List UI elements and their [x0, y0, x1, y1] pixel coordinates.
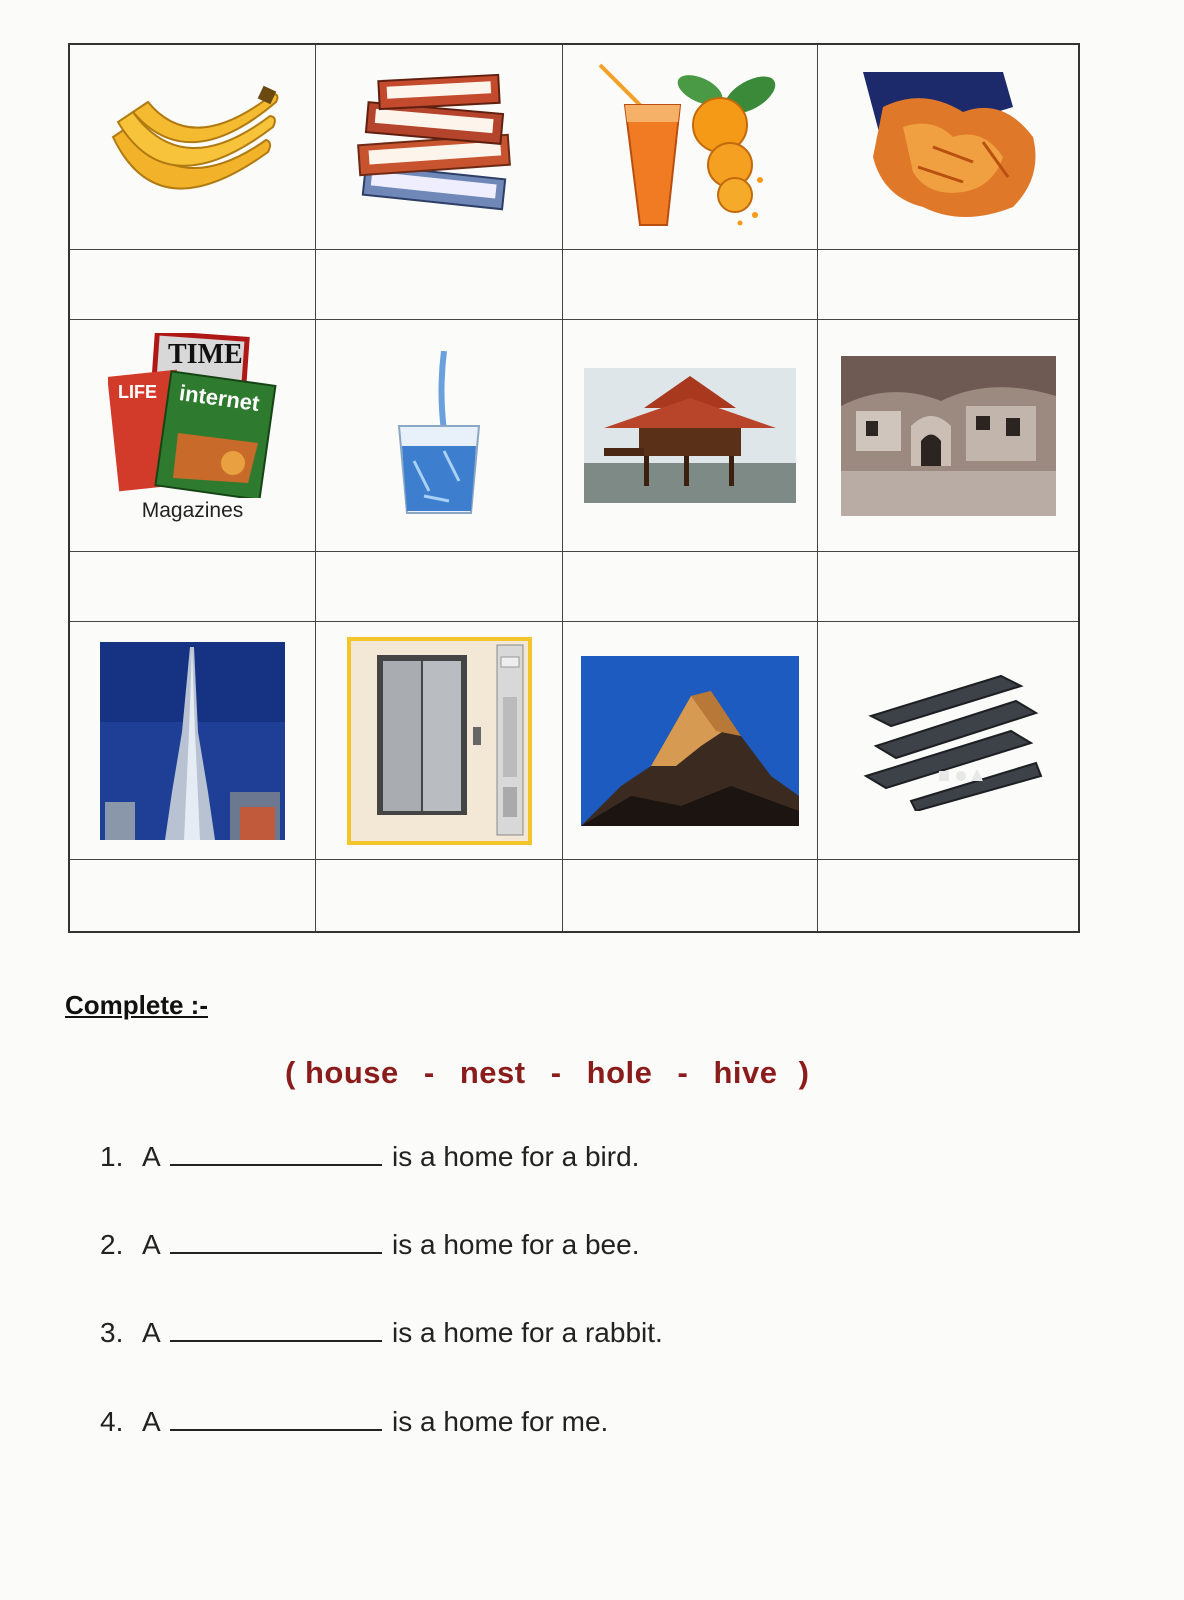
internet-cover-title: internet	[177, 380, 261, 417]
question-text: is a home for me.	[392, 1406, 609, 1437]
banana-icon	[98, 82, 288, 212]
skyscraper-picture-cell	[70, 622, 316, 860]
word-bank-separator: -	[423, 1055, 435, 1090]
question-number: 1.	[100, 1141, 124, 1172]
cave-dwellings-picture-cell	[818, 320, 1078, 552]
answer-cell[interactable]	[818, 860, 1078, 931]
steel-beams-picture-cell	[818, 622, 1078, 860]
cave-dwellings-icon	[841, 356, 1056, 516]
word-bank-word: hole	[586, 1055, 653, 1090]
word-bank-open: (	[285, 1055, 296, 1090]
question-text: is a home for a bee.	[392, 1229, 640, 1260]
chips-picture-cell	[818, 45, 1078, 250]
orange-juice-icon	[595, 60, 785, 235]
answer-cell[interactable]	[70, 860, 316, 931]
answer-blank[interactable]	[170, 1405, 382, 1431]
question-2	[100, 1228, 639, 1261]
magazines-icon	[108, 333, 278, 498]
magazines-caption: Magazines	[141, 499, 244, 522]
water-glass-icon	[389, 351, 489, 521]
picture-grid	[68, 43, 1080, 933]
answer-cell[interactable]	[70, 250, 316, 320]
question-article: A	[142, 1141, 161, 1172]
orange-juice-picture-cell	[563, 45, 818, 250]
answer-blank[interactable]	[170, 1228, 382, 1254]
word-bank-word: hive	[713, 1055, 778, 1090]
stilt-house-picture-cell	[563, 320, 818, 552]
question-number: 4.	[100, 1406, 124, 1437]
answer-cell[interactable]	[563, 552, 818, 622]
answer-cell[interactable]	[316, 860, 563, 931]
question-4	[100, 1405, 608, 1438]
water-glass-picture-cell	[316, 320, 563, 552]
answer-cell[interactable]	[818, 552, 1078, 622]
question-text: is a home for a bird.	[392, 1141, 640, 1172]
steel-beams-icon	[851, 671, 1046, 811]
time-cover-title: TIME	[167, 339, 243, 370]
magazines-picture-cell	[70, 320, 316, 552]
answer-cell[interactable]	[563, 250, 818, 320]
question-number: 2.	[100, 1229, 124, 1260]
books-picture-cell	[316, 45, 563, 250]
question-article: A	[142, 1406, 161, 1437]
question-3	[100, 1316, 663, 1349]
banana-picture-cell	[70, 45, 316, 250]
stilt-house-icon	[584, 368, 796, 503]
chips-icon	[843, 67, 1053, 227]
answer-blank[interactable]	[170, 1140, 382, 1166]
answer-cell[interactable]	[563, 860, 818, 931]
mountain-icon	[581, 656, 799, 826]
answer-blank[interactable]	[170, 1316, 382, 1342]
books-icon	[349, 72, 529, 222]
word-bank-separator: -	[550, 1055, 562, 1090]
answer-cell[interactable]	[818, 250, 1078, 320]
question-text: is a home for a rabbit.	[392, 1317, 663, 1348]
question-article: A	[142, 1317, 161, 1348]
answer-cell[interactable]	[70, 552, 316, 622]
word-bank-word: nest	[459, 1055, 526, 1090]
question-article: A	[142, 1229, 161, 1260]
answer-cell[interactable]	[316, 552, 563, 622]
complete-heading: Complete :-	[65, 990, 208, 1020]
word-bank	[285, 1055, 809, 1091]
word-bank-separator: -	[677, 1055, 689, 1090]
elevator-picture-cell	[316, 622, 563, 860]
question-1	[100, 1140, 639, 1173]
question-number: 3.	[100, 1317, 124, 1348]
elevator-icon	[347, 637, 532, 845]
skyscraper-icon	[100, 642, 285, 840]
word-bank-close: )	[798, 1055, 810, 1090]
answer-cell[interactable]	[316, 250, 563, 320]
mountain-picture-cell	[563, 622, 818, 860]
word-bank-word: house	[304, 1055, 399, 1090]
life-cover-title: LIFE	[117, 382, 157, 402]
